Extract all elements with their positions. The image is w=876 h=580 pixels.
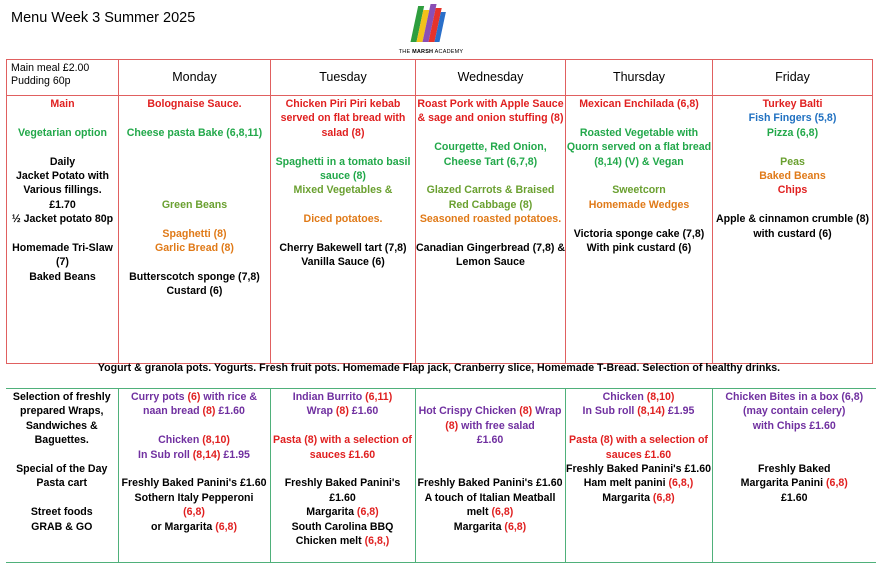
baked-beans-label: Baked Beans [29, 270, 96, 283]
thursday-panini-option: Margarita (6,8) [602, 491, 675, 504]
tuesday-panini-option: Margarita (6,8) [306, 506, 379, 519]
main-label: Main [50, 98, 75, 110]
main-meal-price: Main meal £2.00 [11, 62, 90, 74]
monday-pudding: Butterscotch sponge (7,8) [129, 270, 260, 283]
thursday-pudding: With pink custard (6) [586, 242, 692, 255]
page-title: Menu Week 3 Summer 2025 [11, 10, 196, 26]
thursday-veg: Roasted Vegetable with Quorn served on a flat bread (8,14) (V) & Vegan [566, 126, 712, 168]
half-jacket-label: ½ Jacket potato 80p [11, 213, 114, 226]
wednesday-menu-cell [416, 96, 566, 364]
pudding-price: Pudding 60p [11, 75, 71, 87]
daily-label: Daily [49, 155, 76, 168]
monday-side: Garlic Bread (8) [155, 241, 234, 254]
tuesday-pudding: Vanilla Sauce (6) [301, 256, 385, 269]
wednesday-chicken-wrap: Hot Crispy Chicken (8) Wrap (8) with free salad £1.60 [418, 405, 562, 447]
friday-chips: with Chips £1.60 [752, 419, 836, 432]
monday-panini-option: or Margarita (6,8) [151, 520, 237, 533]
daily-extras-line: Yogurt & granola pots. Yogurts. Fresh fruit pots. Homemade Flap jack, Cranberry slice, Homemade T-Bread. Selection of healthy drinks. [97, 362, 781, 374]
friday-side: Peas [780, 155, 805, 168]
monday-side: Spaghetti (8) [162, 227, 227, 240]
monday-snack-cell [118, 389, 270, 563]
friday-side: Chips [777, 184, 808, 197]
friday-side: Baked Beans [759, 170, 826, 183]
monday-side: Green Beans [161, 198, 228, 211]
friday-panini: Freshly Baked [758, 463, 831, 475]
wraps-label: Selection of freshly prepared Wraps, Sandwiches & Baguettes. [12, 391, 111, 447]
monday-main: Bolognaise Sauce. [147, 98, 242, 110]
jacket-potato-label: Jacket Potato with Various fillings. [15, 170, 109, 197]
monday-panini: Freshly Baked Panini's £1.60 [121, 477, 267, 490]
pasta-cart-label: Pasta cart [36, 477, 88, 490]
wednesday-side: Seasoned roasted potatoes. [419, 213, 562, 226]
friday-panini-option: Margarita Panini (6,8) [740, 477, 848, 490]
thursday-menu-cell [566, 96, 713, 364]
wednesday-main: Roast Pork with Apple Sauce & sage and onion stuffing (8) [417, 98, 564, 125]
tuesday-panini: Freshly Baked Panini's £1.60 [284, 477, 401, 504]
day-header-wednesday: Wednesday [416, 60, 566, 96]
tuesday-side: Mixed Vegetables & [293, 184, 393, 197]
tuesday-snack-cell [270, 389, 415, 563]
grab-and-go-label: GRAB & GO [31, 520, 93, 533]
tuesday-burrito: Indian Burrito (6,11) Wrap (8) £1.60 [292, 391, 393, 418]
friday-main: Turkey Balti [762, 98, 823, 110]
monday-panini-option: Sothern Italy Pepperoni [134, 491, 254, 504]
tuesday-side: Diced potatoes. [303, 213, 383, 226]
tuesday-pasta: Pasta (8) with a selection of sauces £1.60 [273, 434, 412, 461]
day-header-friday: Friday [713, 60, 873, 96]
friday-pudding: with custard (6) [753, 227, 832, 240]
wednesday-panini-option: A touch of Italian Meatball melt (6,8) [424, 491, 556, 519]
logo-icon [409, 2, 453, 46]
friday-pudding: Apple & cinnamon crumble (8) [715, 213, 870, 226]
wednesday-panini: Freshly Baked Panini's £1.60 [417, 477, 563, 490]
jacket-potato-price: £1.70 [49, 198, 76, 211]
friday-chicken-bites: Chicken Bites in a box (6,8) (may contain celery) [725, 391, 864, 418]
wednesday-panini-option: Margarita (6,8) [453, 520, 527, 533]
vegetarian-label: Vegetarian option [18, 126, 107, 139]
monday-chicken-sub: Chicken (8,10) In Sub roll (8,14) £1.95 [138, 434, 250, 461]
monday-curry-pots: Curry pots (6) with rice & naan bread (8) £1.60 [131, 391, 257, 418]
thursday-pasta: Pasta (8) with a selection of sauces £1.60 [569, 434, 708, 461]
day-header-monday: Monday [119, 60, 271, 96]
thursday-panini-option: Ham melt panini (6,8,) [583, 477, 694, 490]
monday-pudding: Custard (6) [166, 285, 223, 298]
monday-panini-allergens: (6,8) [183, 506, 205, 519]
wednesday-side: Glazed Carrots & Braised Red Cabbage (8) [426, 184, 555, 211]
day-header-tuesday: Tuesday [271, 60, 416, 96]
special-label: Special of the Day [16, 463, 108, 476]
monday-veg: Cheese pasta Bake (6,8,11) [126, 126, 263, 139]
grab-and-go-table [6, 388, 876, 563]
tuesday-menu-cell [271, 96, 416, 364]
price-cell [7, 60, 119, 96]
logo-caption: THE MARSH ACADEMY [398, 49, 464, 55]
thursday-snack-cell [565, 389, 712, 563]
tuesday-main: Chicken Piri Piri kebab served on flat bread with salad (8) [280, 98, 406, 139]
friday-panini-price: £1.60 [780, 491, 808, 504]
tri-slaw-label: Homemade Tri-Slaw (7) [12, 242, 113, 269]
thursday-side: Homemade Wedges [588, 198, 690, 211]
snack-labels-cell [6, 389, 118, 563]
friday-menu-cell [713, 96, 873, 364]
friday-veg: Pizza (6,8) [766, 126, 819, 139]
friday-snack-cell [712, 389, 876, 563]
tuesday-pudding: Cherry Bakewell tart (7,8) [279, 242, 407, 255]
monday-menu-cell [119, 96, 271, 364]
academy-logo [395, 2, 467, 58]
thursday-pudding: Victoria sponge cake (7,8) [573, 227, 705, 240]
wednesday-veg: Courgette, Red Onion, Cheese Tart (6,7,8) [434, 141, 547, 168]
thursday-side: Sweetcorn [612, 184, 666, 197]
street-foods-label: Street foods [30, 506, 93, 519]
wednesday-snack-cell [415, 389, 565, 563]
thursday-main: Mexican Enchilada (6,8) [579, 98, 699, 110]
tuesday-panini-option: South Carolina BBQ Chicken melt (6,8,) [291, 520, 394, 548]
main-menu-table [6, 59, 873, 364]
day-header-thursday: Thursday [566, 60, 713, 96]
thursday-panini: Freshly Baked Panini's £1.60 [565, 463, 712, 476]
wednesday-pudding: Canadian Gingerbread (7,8) & Lemon Sauce [416, 242, 565, 269]
thursday-chicken-sub: Chicken (8,10) In Sub roll (8,14) £1.95 [582, 391, 695, 418]
tuesday-veg: Spaghetti in a tomato basil sauce (8) [275, 155, 411, 183]
row-labels-cell [7, 96, 119, 364]
friday-fish: Fish Fingers (5,8) [748, 112, 837, 125]
